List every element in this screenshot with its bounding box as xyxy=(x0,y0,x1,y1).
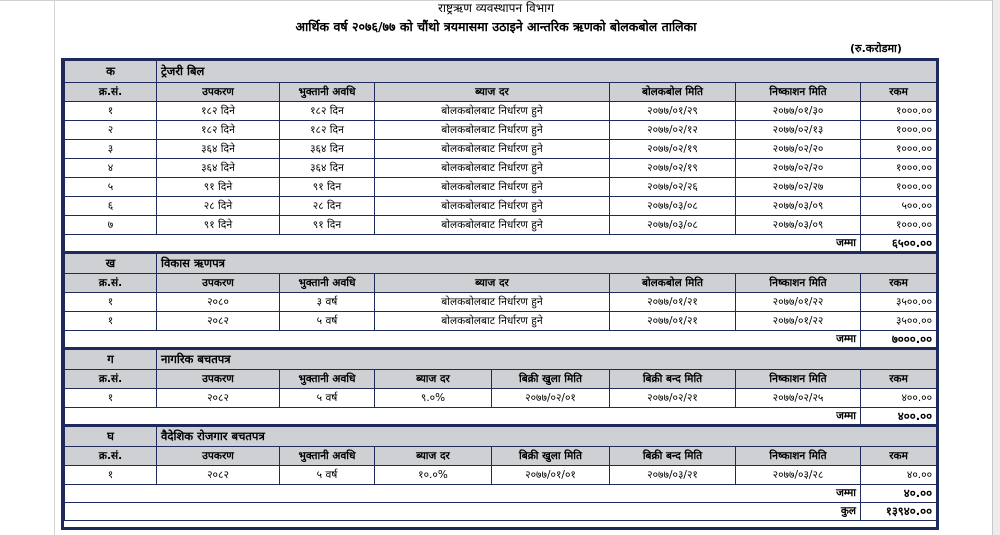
subtotal-row xyxy=(65,234,937,252)
table-row xyxy=(65,101,937,120)
cell-sn: ४ xyxy=(65,158,157,177)
subtotal-spacer xyxy=(65,330,736,348)
cell-issue-date: २०७७/०२/२७ xyxy=(736,177,861,196)
cell-sn: १ xyxy=(65,388,157,407)
subtotal-label: जम्मा xyxy=(736,484,861,502)
cell-interest: १०.०% xyxy=(375,465,492,484)
page-title: आर्थिक वर्ष २०७६/७७ को चौंथो त्रयमासमा उठाइने आन्तरिक ऋणको बोलकबोल तालिका xyxy=(295,19,697,34)
table-row xyxy=(65,196,937,215)
cell-amount: १०००.०० xyxy=(861,215,937,234)
subtotal-spacer xyxy=(65,484,736,502)
cell-maturity: ९१ दिन xyxy=(280,177,375,196)
cell-issue-date: २०७७/०३/०९ xyxy=(736,215,861,234)
col-header-amount: रकम xyxy=(861,82,937,101)
cell-auction-date: २०७७/०१/२१ xyxy=(610,292,736,311)
table-row xyxy=(65,120,937,139)
table-row xyxy=(65,177,937,196)
col-header-sn: क्र.सं. xyxy=(65,82,157,101)
col-header-issue-date: निष्काशन मिति xyxy=(736,82,861,101)
cell-issue-date: २०७७/०१/२२ xyxy=(736,292,861,311)
section-header-row xyxy=(65,61,937,82)
cell-issue-date: २०७७/०३/२८ xyxy=(736,465,861,484)
subtotal-amount: ४००.०० xyxy=(861,407,937,425)
cell-instrument: ३६४ दिने xyxy=(157,158,280,177)
cell-amount: ३५००.०० xyxy=(861,311,937,330)
table-row xyxy=(65,158,937,177)
column-header-row xyxy=(65,273,937,292)
col-header-issue-date: निष्काशन मिति xyxy=(736,446,861,465)
cell-instrument: २०८२ xyxy=(157,311,280,330)
col-header-issue-date: निष्काशन मिति xyxy=(736,369,861,388)
cell-sn: १ xyxy=(65,311,157,330)
column-header-row xyxy=(65,446,937,465)
subtotal-spacer xyxy=(65,407,736,425)
col-header-auction-date: बोलकबोल मिति xyxy=(610,273,736,292)
cell-amount: १०००.०० xyxy=(861,177,937,196)
cell-auction-date: २०७७/०२/१९ xyxy=(610,158,736,177)
cell-interest: बोलकबोलबाट निर्धारण हुने xyxy=(375,196,610,215)
cell-issue-date: २०७७/०१/३० xyxy=(736,101,861,120)
grand-total-spacer xyxy=(65,502,736,520)
cell-instrument: २०८२ xyxy=(157,388,280,407)
col-header-issue-date: निष्काशन मिति xyxy=(736,273,861,292)
cell-interest: बोलकबोलबाट निर्धारण हुने xyxy=(375,158,610,177)
cell-issue-date: २०७७/०२/२० xyxy=(736,158,861,177)
section-name: विकास ऋणपत्र xyxy=(157,252,937,273)
section-name: ट्रेजरी बिल xyxy=(157,61,937,82)
subtotal-row xyxy=(65,330,937,348)
table-row xyxy=(65,215,937,234)
cell-instrument: २०८२ xyxy=(157,465,280,484)
cell-instrument: ९१ दिने xyxy=(157,177,280,196)
col-header-interest: ब्याज दर xyxy=(375,369,492,388)
cell-issue-date: २०७७/०१/२२ xyxy=(736,311,861,330)
section-code: घ xyxy=(65,425,157,446)
unit-label: (रु.करोडमा) xyxy=(850,42,902,55)
cell-interest: बोलकबोलबाट निर्धारण हुने xyxy=(375,177,610,196)
cell-sn: ५ xyxy=(65,177,157,196)
col-header-maturity: भुक्तानी अवधि xyxy=(280,369,375,388)
cell-amount: ४०.०० xyxy=(861,465,937,484)
column-header-row xyxy=(65,369,937,388)
table-row xyxy=(65,139,937,158)
sheet-column-gridline xyxy=(54,0,55,535)
cell-amount: १०००.०० xyxy=(861,120,937,139)
cell-issue-date: २०७७/०३/०९ xyxy=(736,196,861,215)
col-header-interest: ब्याज दर xyxy=(375,273,610,292)
table-row xyxy=(65,388,937,407)
section-header-row xyxy=(65,348,937,369)
cell-sn: ७ xyxy=(65,215,157,234)
cell-maturity: ५ वर्ष xyxy=(280,311,375,330)
cell-sn: ६ xyxy=(65,196,157,215)
cell-instrument: ९१ दिने xyxy=(157,215,280,234)
cell-maturity: ३ वर्ष xyxy=(280,292,375,311)
vertical-scrollbar[interactable] xyxy=(992,0,1000,535)
section-header-row xyxy=(65,425,937,446)
col-header-interest: ब्याज दर xyxy=(375,82,610,101)
subtotal-spacer xyxy=(65,234,736,252)
grand-total-row xyxy=(65,502,937,520)
col-header-instrument: उपकरण xyxy=(157,82,280,101)
cell-interest: बोलकबोलबाट निर्धारण हुने xyxy=(375,120,610,139)
grand-total-amount: १३९४०.०० xyxy=(861,502,937,520)
cell-maturity: २८ दिन xyxy=(280,196,375,215)
col-header-amount: रकम xyxy=(861,369,937,388)
cell-sn: १ xyxy=(65,292,157,311)
auction-schedule-frame xyxy=(61,58,939,530)
col-header-maturity: भुक्तानी अवधि xyxy=(280,446,375,465)
cell-interest: ९.०% xyxy=(375,388,492,407)
cell-sale-close: २०७७/०२/२१ xyxy=(610,388,736,407)
subtotal-label: जम्मा xyxy=(736,330,861,348)
cell-maturity: ३६४ दिन xyxy=(280,139,375,158)
col-header-instrument: उपकरण xyxy=(157,273,280,292)
cell-issue-date: २०७७/०२/१३ xyxy=(736,120,861,139)
cell-amount: १०००.०० xyxy=(861,101,937,120)
cell-amount: ४००.०० xyxy=(861,388,937,407)
subtotal-amount: ६५००.०० xyxy=(861,234,937,252)
subtotal-label: जम्मा xyxy=(736,407,861,425)
subtotal-label: जम्मा xyxy=(736,234,861,252)
cell-amount: १०००.०० xyxy=(861,158,937,177)
cell-instrument: २८ दिने xyxy=(157,196,280,215)
section-code: ख xyxy=(65,252,157,273)
table-row xyxy=(65,465,937,484)
col-header-sn: क्र.सं. xyxy=(65,273,157,292)
subtotal-row xyxy=(65,484,937,502)
col-header-sn: क्र.सं. xyxy=(65,369,157,388)
col-header-amount: रकम xyxy=(861,273,937,292)
section-code: क xyxy=(65,61,157,82)
cell-interest: बोलकबोलबाट निर्धारण हुने xyxy=(375,311,610,330)
cell-interest: बोलकबोलबाट निर्धारण हुने xyxy=(375,292,610,311)
section-code: ग xyxy=(65,348,157,369)
column-header-row xyxy=(65,82,937,101)
cell-issue-date: २०७७/०२/२५ xyxy=(736,388,861,407)
col-header-sn: क्र.सं. xyxy=(65,446,157,465)
col-header-instrument: उपकरण xyxy=(157,369,280,388)
cell-maturity: १८२ दिन xyxy=(280,101,375,120)
auction-schedule-table xyxy=(64,61,937,521)
cell-auction-date: २०७७/०१/२१ xyxy=(610,311,736,330)
cell-maturity: ५ वर्ष xyxy=(280,388,375,407)
cell-maturity: ३६४ दिन xyxy=(280,158,375,177)
col-header-sale-open: बिक्री खुला मिति xyxy=(492,446,610,465)
cell-issue-date: २०७७/०२/२० xyxy=(736,139,861,158)
subtotal-row xyxy=(65,407,937,425)
col-header-interest: ब्याज दर xyxy=(375,446,492,465)
cell-auction-date: २०७७/०३/०८ xyxy=(610,215,736,234)
subtotal-amount: ७०००.०० xyxy=(861,330,937,348)
cell-interest: बोलकबोलबाट निर्धारण हुने xyxy=(375,139,610,158)
cell-sn: २ xyxy=(65,120,157,139)
col-header-sale-close: बिक्री बन्द मिति xyxy=(610,369,736,388)
cell-instrument: १८२ दिने xyxy=(157,120,280,139)
cell-sale-open: २०७७/०२/०१ xyxy=(492,388,610,407)
cell-instrument: २०८० xyxy=(157,292,280,311)
cell-auction-date: २०७७/०२/१९ xyxy=(610,139,736,158)
col-header-maturity: भुक्तानी अवधि xyxy=(280,82,375,101)
cell-auction-date: २०७७/०३/०८ xyxy=(610,196,736,215)
cell-auction-date: २०७७/०२/२६ xyxy=(610,177,736,196)
cell-maturity: ९१ दिन xyxy=(280,215,375,234)
section-name: नागरिक बचतपत्र xyxy=(157,348,937,369)
section-header-row xyxy=(65,252,937,273)
cell-instrument: १८२ दिने xyxy=(157,101,280,120)
cell-auction-date: २०७७/०२/१२ xyxy=(610,120,736,139)
cell-amount: १०००.०० xyxy=(861,139,937,158)
cell-maturity: ५ वर्ष xyxy=(280,465,375,484)
subtotal-amount: ४०.०० xyxy=(861,484,937,502)
col-header-auction-date: बोलकबोल मिति xyxy=(610,82,736,101)
col-header-sale-close: बिक्री बन्द मिति xyxy=(610,446,736,465)
section-name: वैदेशिक रोजगार बचतपत्र xyxy=(157,425,937,446)
office-name: राष्ट्रऋण व्यवस्थापन विभाग xyxy=(437,1,555,15)
cell-interest: बोलकबोलबाट निर्धारण हुने xyxy=(375,215,610,234)
cell-interest: बोलकबोलबाट निर्धारण हुने xyxy=(375,101,610,120)
col-header-instrument: उपकरण xyxy=(157,446,280,465)
col-header-sale-open: बिक्री खुला मिति xyxy=(492,369,610,388)
table-row xyxy=(65,292,937,311)
cell-amount: ५००.०० xyxy=(861,196,937,215)
grand-total-label: कुल xyxy=(736,502,861,520)
cell-sn: ३ xyxy=(65,139,157,158)
table-row xyxy=(65,311,937,330)
cell-instrument: ३६४ दिने xyxy=(157,139,280,158)
cell-sale-open: २०७७/०१/०१ xyxy=(492,465,610,484)
cell-sale-close: २०७७/०३/२१ xyxy=(610,465,736,484)
cell-auction-date: २०७७/०१/२९ xyxy=(610,101,736,120)
col-header-maturity: भुक्तानी अवधि xyxy=(280,273,375,292)
cell-sn: १ xyxy=(65,101,157,120)
cell-maturity: १८२ दिन xyxy=(280,120,375,139)
cell-amount: ३५००.०० xyxy=(861,292,937,311)
col-header-amount: रकम xyxy=(861,446,937,465)
cell-sn: १ xyxy=(65,465,157,484)
